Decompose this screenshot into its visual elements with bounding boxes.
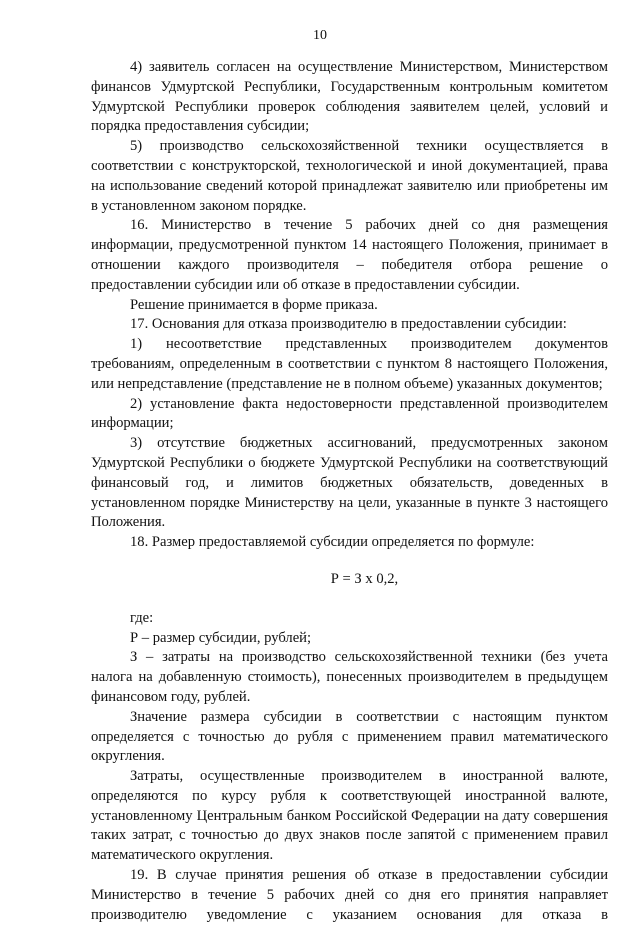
page-number: 10 [313, 28, 327, 43]
document-body [91, 58, 608, 925]
paragraph-z-definition: З – затраты на производство сельскохозяйственной техники (без учета налога на добавленную стоимость), понесенных производителем в предыдущем финансовом году, рублей. [91, 649, 608, 705]
paragraph-refusal-ground-2: 2) установление факта недостоверности представленной производителем информации; [91, 395, 608, 432]
paragraph-production-documentation: 5) производство сельскохозяйственной техники осуществляется в соответствии с конструкторской, технологической и иной документацией, права на использование сведений которой принадлежат заявителю или приобретены им в установленном законом порядке. [91, 138, 608, 214]
paragraph-refusal-ground-1: 1) несоответствие представленных производителем документов требованиям, определенным в соответствии с пунктом 8 настоящего Положения, или непредставление (представление не в полном объеме) указанных документов; [91, 336, 608, 392]
paragraph-consent-checks: 4) заявитель согласен на осуществление Министерством, Министерством финансов Удмуртской Республики, Государственным контрольным комитетом Удмуртской Республики проверок соблюдения заявителем целей, условий и порядка предоставления субсидии; [91, 59, 608, 135]
paragraph-16-decision: 16. Министерство в течение 5 рабочих дней со дня размещения информации, предусмотренной пунктом 14 настоящего Положения, принимает в отношении каждого производителя – победителя отбора решение о предоставлении субсидии или об отказе в предоставлении субсидии. [91, 217, 608, 293]
subsidy-formula: Р = З х 0,2, [330, 570, 399, 587]
paragraph-rounding-rule: Значение размера субсидии в соответствии с настоящим пунктом определяется с точностью до рубля с применением правил математического округления. [91, 708, 608, 765]
paragraph-foreign-currency: Затраты, осуществленные производителем в иностранной валюте, определяются по курсу рубля к соответствующей иностранной валюте, установленному Центральным банком Российской Федерации на дату совершения таких затрат, с точностью до двух знаков после запятой с применением правил математического округления. [91, 768, 608, 864]
paragraph-where: где: [130, 609, 154, 626]
paragraph-decision-form: Решение принимается в форме приказа. [130, 296, 378, 313]
paragraph-19-notification: 19. В случае принятия решения об отказе в предоставлении субсидии Министерство в течение 5 рабочих дней со дня его принятия направляет производителю уведомление с указанием основания для отказа в [91, 867, 608, 923]
paragraph-p-definition: Р – размер субсидии, рублей; [130, 629, 312, 646]
paragraph-17-refusal-grounds: 17. Основания для отказа производителю в предоставлении субсидии: [130, 316, 567, 333]
paragraph-18-subsidy-size: 18. Размер предоставляемой субсидии определяется по формуле: [130, 534, 535, 551]
paragraph-refusal-ground-3: 3) отсутствие бюджетных ассигнований, предусмотренных законом Удмуртской Республики о бюджете Удмуртской Республики на соответствующий финансовый год, и лимитов бюджетных обязательств, доведенных в установленном порядке Министерству на цели, указанные в пункте 3 настоящего Положения. [91, 435, 608, 531]
